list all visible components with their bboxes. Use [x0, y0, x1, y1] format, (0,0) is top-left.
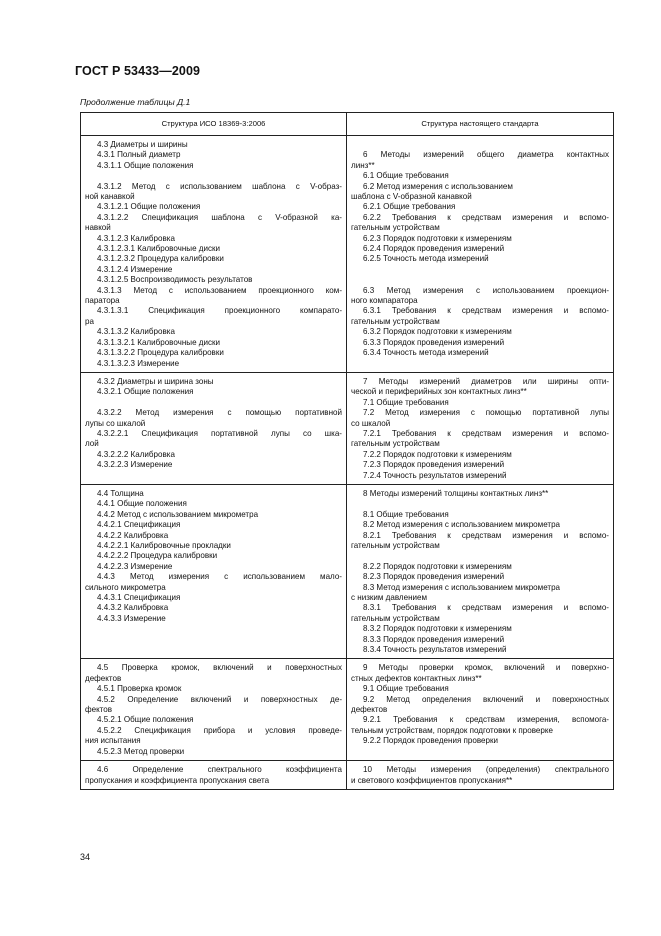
section-line: 4.3.2.2.2 Калибровка — [97, 449, 175, 459]
section-line: ра — [85, 316, 94, 326]
iso-structure-cell — [81, 484, 347, 658]
section-line: 8 Методы измерений толщины контактных линз** — [363, 488, 549, 498]
section-line: навкой — [85, 223, 111, 233]
section-line: 6.3.1 Требования к средствам измерения и вспомо- — [363, 306, 609, 316]
section-line: 8.2 Метод измерения с использованием микрометра — [363, 520, 561, 530]
section-line: 6.2.2 Требования к средствам измерения и вспомо- — [363, 212, 609, 222]
section-line: 6.3.4 Точность метода измерений — [363, 348, 489, 358]
section-line: 8.1 Общие требования — [363, 509, 449, 519]
section-line: 4.4.2.1 Спецификация — [97, 520, 181, 530]
section-line: 10 Методы измерения (определения) спектрального — [363, 765, 609, 775]
section-line: 4.3.1.2 Метод с использованием шаблона с V-образ- — [97, 181, 342, 191]
section-line: 4.4.1 Общие положения — [97, 499, 187, 509]
section-line: 4.3 Диаметры и ширины — [97, 140, 188, 149]
iso-structure-cell — [81, 659, 347, 761]
section-line: 8.3 Метод измерения с использованием микрометра — [363, 582, 561, 592]
gost-structure-cell — [347, 136, 614, 373]
section-line: ния испытания — [85, 736, 141, 746]
line-gap — [351, 551, 609, 561]
section-line: 4.5.2 Определение включений и поверхностных де- — [97, 694, 342, 704]
section-line: 8.3.2 Порядок подготовки к измерениям — [363, 624, 512, 634]
section-line: 6.2.1 Общие требования — [363, 202, 456, 212]
page-number: 34 — [80, 852, 91, 862]
gost-structure-cell — [347, 761, 614, 790]
section-line: 7.1 Общие требования — [363, 397, 449, 407]
section-line: 4.3.1.2.2 Спецификация шаблона с V-образной ка- — [97, 212, 342, 222]
section-line: 4.3.1 Полный диаметр — [97, 150, 181, 160]
section-line: 7.2 Метод измерения с помощью портативной лупы — [363, 408, 609, 418]
section-line: 4.3.1.1 Общие положения — [97, 160, 194, 170]
table-row — [81, 761, 614, 790]
gost-structure-cell — [347, 659, 614, 761]
section-line: 4.5.2.2 Спецификация прибора и условия проведе- — [97, 725, 342, 735]
table-row — [81, 136, 614, 373]
column-header-iso: Структура ИСО 18369-3:2006 — [81, 113, 347, 136]
section-line: 4.4.3.3 Измерение — [97, 613, 166, 623]
section-line: 4.5.1 Проверка кромок — [97, 684, 182, 694]
section-line: дефектов — [351, 705, 388, 715]
section-line: 4.3.1.2.5 Воспроизводимость результатов — [97, 275, 253, 285]
section-line: с низким давлением — [351, 593, 428, 603]
section-line: 6.2.5 Точность метода измерений — [363, 254, 489, 264]
section-line: 4.4.2.2 Калибровка — [97, 530, 169, 540]
section-line: гательным устройствам — [351, 613, 440, 623]
section-line: 4.3.1.3.2.2 Процедура калибровки — [97, 348, 224, 358]
section-line: 4.3.2 Диаметры и ширина зоны — [97, 376, 214, 386]
section-line: 4.4.3 Метод измерения с использованием мало- — [97, 572, 342, 582]
section-line: 7 Методы измерений диаметров или ширины опти- — [363, 376, 609, 386]
iso-structure-cell — [81, 136, 347, 373]
section-line: шаблона с V-образной канавкой — [351, 192, 472, 202]
section-line: 6 Методы измерений общего диаметра контактных — [363, 150, 609, 160]
section-line: гательным устройствам — [351, 316, 440, 326]
section-line: лой — [85, 439, 99, 449]
section-line: дефектов — [85, 673, 122, 683]
section-line: 6.1 Общие требования — [363, 171, 449, 181]
gost-structure-cell — [347, 484, 614, 658]
section-line: 8.2.1 Требования к средствам измерения и вспомо- — [363, 530, 609, 540]
table-body — [81, 136, 614, 790]
section-line: фектов — [85, 705, 113, 715]
section-line: 7.2.3 Порядок проведения измерений — [363, 460, 505, 470]
section-line: пропускания и коэффициента пропускания света — [85, 775, 270, 785]
section-line: тельным устройствам, порядок подготовки к проверке — [351, 725, 553, 735]
section-line: 4.4.3.2 Калибровка — [97, 603, 169, 613]
section-line: 4.5.2.3 Метод проверки — [97, 746, 185, 756]
section-line: 4.3.1.3.2.1 Калибровочные диски — [97, 337, 221, 347]
section-line: 4.3.1.3.1 Спецификация проекционного компарато- — [97, 306, 342, 316]
section-line: 4.3.2.2 Метод измерения с помощью портативной — [97, 408, 342, 418]
column-header-gost: Структура настоящего стандарта — [347, 113, 614, 136]
section-line: и светового коэффициентов пропускания** — [351, 775, 513, 785]
section-line: 7.2.2 Порядок подготовки к измерениям — [363, 449, 512, 459]
iso-structure-cell — [81, 372, 347, 484]
section-line: 4.3.1.3.2.3 Измерение — [97, 358, 180, 368]
table-row — [81, 372, 614, 484]
section-line: сильного микрометра — [85, 582, 166, 592]
section-line: 6.3.3 Порядок проведения измерений — [363, 337, 505, 347]
iso-structure-cell — [81, 761, 347, 790]
section-line: паратора — [85, 296, 120, 306]
section-line: ной канавкой — [85, 192, 135, 202]
section-line: 4.3.1.3.2 Калибровка — [97, 327, 175, 337]
section-line: 4.3.1.2.3.1 Калибровочные диски — [97, 244, 221, 254]
section-line: гательным устройствам — [351, 541, 440, 550]
line-gap — [85, 398, 342, 408]
section-line: линз** — [351, 160, 375, 170]
section-line: 4.3.1.3 Метод с использованием проекционного ком- — [97, 285, 342, 295]
section-line: 4.4.3.1 Спецификация — [97, 593, 181, 603]
line-gap — [351, 499, 609, 509]
section-line: 4.5.2.1 Общие положения — [97, 715, 194, 725]
section-line: 4.3.2.1 Общие положения — [97, 387, 194, 397]
section-line: гательным устройствам — [351, 439, 440, 449]
section-line: 9.2.1 Требования к средствам измерения, вспомога- — [363, 715, 609, 725]
section-line: 6.2.4 Порядок проведения измерений — [363, 244, 505, 254]
section-line: 4.4.2 Метод с использованием микрометра — [97, 509, 259, 519]
section-line: 8.3.4 Точность результатов измерений — [363, 645, 507, 655]
section-line: 4.3.1.2.4 Измерение — [97, 264, 173, 274]
section-line: 7.2.4 Точность результатов измерений — [363, 470, 507, 480]
section-line: 8.2.2 Порядок подготовки к измерениям — [363, 561, 512, 571]
section-line: 8.3.3 Порядок проведения измерений — [363, 634, 505, 644]
section-line: 7.2.1 Требования к средствам измерения и вспомо- — [363, 428, 609, 438]
section-line: 6.2.3 Порядок подготовки к измерениям — [363, 233, 512, 243]
line-gap — [85, 171, 342, 181]
section-line: 4.3.1.2.3 Калибровка — [97, 233, 175, 243]
correspondence-table — [80, 112, 614, 790]
section-line: 4.4.2.2.2 Процедура калибровки — [97, 551, 218, 561]
section-line: 4.6 Определение спектрального коэффициента — [97, 765, 342, 775]
section-line: 4.4.2.2.1 Калибровочные прокладки — [97, 541, 231, 551]
section-line: 4.5 Проверка кромок, включений и поверхностных — [97, 663, 342, 673]
table-row — [81, 659, 614, 761]
section-line: 9.2 Метод определения включений и поверхностных — [363, 694, 609, 704]
section-line: лупы со шкалой — [85, 418, 146, 428]
section-line: 4.4 Толщина — [97, 488, 144, 498]
line-gap — [351, 275, 609, 285]
document-header: ГОСТ Р 53433—2009 — [75, 64, 201, 78]
section-line: 9 Методы проверки кромок, включений и поверхно- — [363, 663, 609, 673]
section-line: 4.3.1.2.3.2 Процедура калибровки — [97, 254, 224, 264]
section-line: 4.3.2.2.1 Спецификация портативной лупы со шка- — [97, 428, 342, 438]
section-line: 6.3.2 Порядок подготовки к измерениям — [363, 327, 512, 337]
section-line: 8.2.3 Порядок проведения измерений — [363, 572, 505, 582]
table-row — [81, 484, 614, 658]
section-line: 4.3.2.2.3 Измерение — [97, 460, 173, 470]
section-line: 9.2.2 Порядок проведения проверки — [363, 736, 499, 746]
section-line: 9.1 Общие требования — [363, 684, 449, 694]
gost-structure-cell — [347, 372, 614, 484]
line-gap — [351, 140, 609, 150]
line-gap — [351, 265, 609, 275]
table-caption: Продолжение таблицы Д.1 — [80, 97, 191, 107]
section-line: 4.3.1.2.1 Общие положения — [97, 202, 201, 212]
section-line: 6.3 Метод измерения с использованием проекцион- — [363, 285, 609, 295]
table-header-row — [81, 113, 614, 136]
section-line: ного компаратора — [351, 296, 418, 306]
section-line: гательным устройствам — [351, 223, 440, 233]
section-line: стных дефектов контактных линз** — [351, 673, 482, 683]
section-line: 4.4.2.2.3 Измерение — [97, 561, 173, 571]
section-line: ческой и периферийных зон контактных линз** — [351, 387, 527, 397]
section-line: 8.3.1 Требования к средствам измерения и вспомо- — [363, 603, 609, 613]
section-line: 6.2 Метод измерения с использованием — [363, 181, 513, 191]
section-line: со шкалой — [351, 418, 391, 428]
